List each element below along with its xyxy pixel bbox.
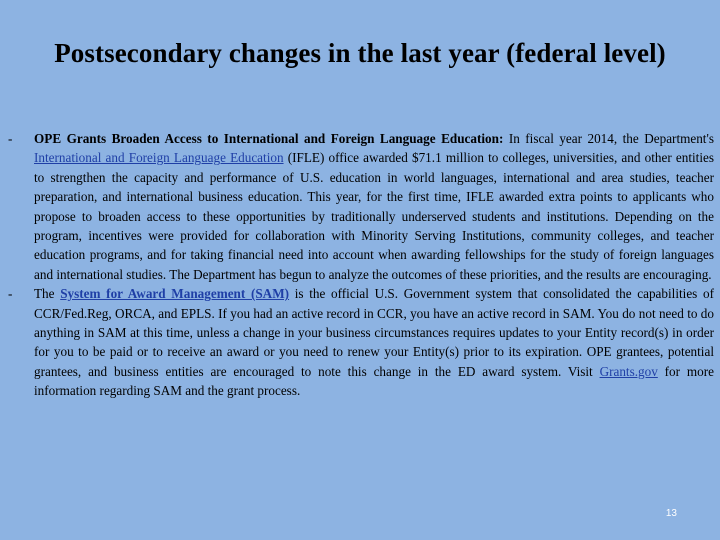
bullet-text: (IFLE) office awarded $71.1 million to colleges, universities, and other entities to strengthen the capacity and performance of U.S. education in world languages, international and area studies, teacher preparation, and international business education. This year, for the first time, IFLE awarded extra points to applicants who propose to broaden access to these opportunities by traditionally underserved students and institutions. Depending on the program, incentives were provided for collaboration with Minority Serving Institutions, community colleges, and teacher education programs, and for taking financial need into account when awarding fellowships for the study of foreign languages and international studies. The Department has begun to analyze the outcomes of these priorities, and the results are encouraging. xyxy=(34,150,714,282)
bullet-text: for more information regarding SAM and the grant process. xyxy=(34,363,714,399)
bullet-list xyxy=(0,129,720,401)
bullet-marker: - xyxy=(8,286,13,302)
sam-link[interactable]: System for Award Management (SAM) xyxy=(60,286,290,302)
bullet-ifle xyxy=(0,129,720,284)
bullet-marker: - xyxy=(8,131,13,146)
bullet-text: is the official U.S. Government system that consolidated the capabilities of CCR/Fed.Reg, ORCA, and EPLS. If you had an active record in CCR, you have an active record in SAM. You do not need to do anything in SAM at this time, unless a change in your business circumstances requires updates to your Entity record(s) in order for you to be paid or to receive an award or you need to renew your Entity(s) prior to its expiration. OPE grantees, potential grantees, and business entities are encouraged to note this change in the ED award system. Visit xyxy=(34,286,714,379)
bullet-text: In fiscal year 2014, the Department's xyxy=(503,131,714,146)
bullet-text: The xyxy=(34,286,61,302)
ifle-link[interactable]: International and Foreign Language Education xyxy=(34,150,284,166)
bullet-sam xyxy=(0,284,720,400)
page-number: 13 xyxy=(665,508,677,519)
bullet-heading: OPE Grants Broaden Access to International and Foreign Language Education: xyxy=(34,131,504,146)
slide-title: Postsecondary changes in the last year (federal level) xyxy=(54,38,666,68)
grants-gov-link[interactable]: Grants.gov xyxy=(599,363,658,379)
